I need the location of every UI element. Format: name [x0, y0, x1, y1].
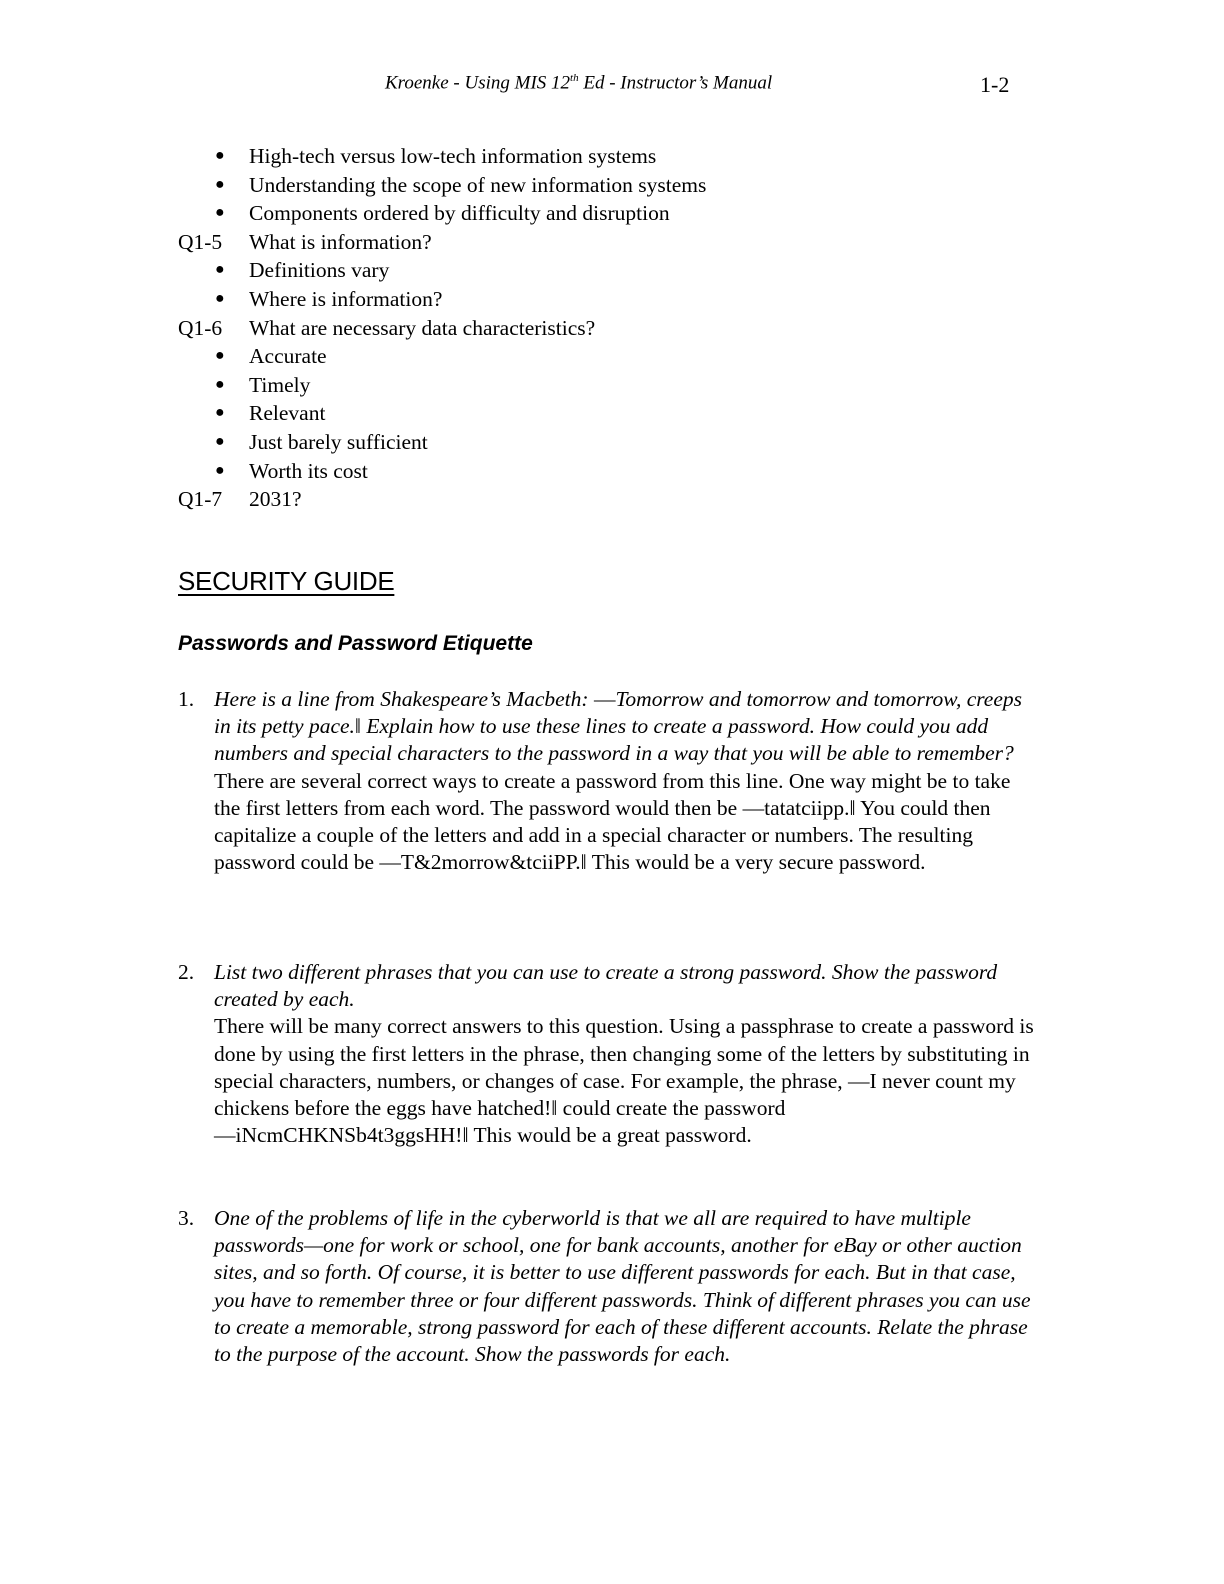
outline-bullet-item — [178, 399, 978, 428]
bullet-icon: ● — [215, 432, 225, 450]
outline-question — [178, 228, 978, 257]
outline-bullet-item — [178, 428, 978, 457]
outline-item-text: Where is information? — [249, 286, 443, 311]
bullet-icon: ● — [215, 175, 225, 193]
outline-bullet-item — [178, 142, 978, 171]
bullet-icon: ● — [215, 347, 225, 365]
question-text: What are necessary data characteristics? — [249, 315, 596, 340]
outline-bullet-item — [178, 457, 978, 486]
bullet-icon: ● — [215, 461, 225, 479]
question-number: 1. — [178, 687, 195, 711]
question-number: Q1-7 — [178, 487, 223, 512]
question-prompt: Here is a line from Shakespeare’s Macbeth: ―Tomorrow and tomorrow and tomorrow, creeps in its petty pace.‖ Explain how to use these lines to create a password. How could you add numbers and special characters to the password in a way that you will be able to remember? — [214, 687, 1023, 766]
bullet-icon: ● — [215, 147, 225, 164]
outline-bullet-item — [178, 342, 978, 371]
outline-item-text: High-tech versus low-tech information systems — [249, 144, 657, 168]
header-title-text: Kroenke - Using MIS 12 — [385, 72, 571, 94]
outline-question — [178, 485, 978, 514]
outline-bullet-item — [178, 171, 978, 200]
question-number: 3. — [178, 1206, 195, 1230]
question-prompt: One of the problems of life in the cyberworld is that we all are required to have multiple passwords—one for work or school, one for bank accounts, another for eBay or other auction sites, and so forth. Of course, it is better to use different passwords for each. But in that case, you have to remember three or four different passwords. Think of different phrases you can use to create a memorable, strong password for each of these different accounts. Relate the phrase to the purpose of the account. Show the passwords for each. — [214, 1206, 1031, 1367]
question-text: What is information? — [249, 229, 432, 254]
outline-bullet-item — [178, 285, 978, 314]
question-answer: There are several correct ways to create a password from this line. One way might be to take the first letters from each word. The password would then be ―tatatciipp.‖ You could then capitalize a couple of the letters and add in a special character or numbers. The resulting password could be ―T&2morrow&tciiPP.‖ This would be a very secure password. — [214, 768, 1011, 875]
section-subtitle: Passwords and Password Etiquette — [178, 632, 533, 655]
guide-question — [178, 1205, 1038, 1368]
bullet-icon: ● — [215, 204, 225, 222]
outline-bullet-item — [178, 371, 978, 400]
outline-item-text: Components ordered by difficulty and disruption — [249, 201, 670, 226]
question-number: 2. — [178, 960, 195, 984]
question-body — [214, 959, 1038, 1149]
outline-bullet-item — [178, 256, 978, 285]
chapter-outline — [178, 142, 978, 514]
outline-item-text: Timely — [249, 372, 311, 397]
outline-item-text: Worth its cost — [249, 458, 368, 483]
question-prompt: List two different phrases that you can use to create a strong password. Show the password created by each. — [214, 960, 998, 1012]
guide-question — [178, 686, 1038, 876]
header-title-suffix: Ed - Instructor’s Manual — [578, 72, 773, 94]
outline-bullet-item — [178, 199, 978, 228]
page-number: 1-2 — [980, 72, 1010, 97]
question-text: 2031? — [249, 487, 302, 512]
outline-item-text: Understanding the scope of new information systems — [249, 172, 707, 197]
outline-item-text: Accurate — [249, 344, 327, 369]
section-title: SECURITY GUIDE — [178, 566, 395, 596]
question-body — [214, 686, 1038, 876]
bullet-icon: ● — [215, 261, 225, 279]
question-body — [214, 1205, 1038, 1368]
header-title-superscript: th — [570, 72, 579, 84]
bullet-icon: ● — [215, 289, 225, 307]
bullet-icon: ● — [215, 404, 225, 422]
outline-item-text: Just barely sufficient — [249, 429, 428, 454]
outline-item-text: Definitions vary — [249, 258, 390, 283]
outline-question — [178, 314, 978, 343]
question-number: Q1-6 — [178, 315, 223, 340]
guide-question — [178, 959, 1038, 1149]
outline-item-text: Relevant — [249, 401, 326, 426]
running-header-title — [385, 72, 772, 94]
question-number: Q1-5 — [178, 229, 223, 254]
question-answer: There will be many correct answers to this question. Using a passphrase to create a password is done by using the first letters in the phrase, then changing some of the letters by substituting in special characters, numbers, or changes of case. For example, the phrase, ―I never count my chickens before the eggs have hatched!‖ could create the password ―iNcmCHKNSb4t3ggsHH!‖ This would be a great password. — [214, 1014, 1034, 1148]
bullet-icon: ● — [215, 375, 225, 393]
page-header — [0, 70, 1224, 100]
